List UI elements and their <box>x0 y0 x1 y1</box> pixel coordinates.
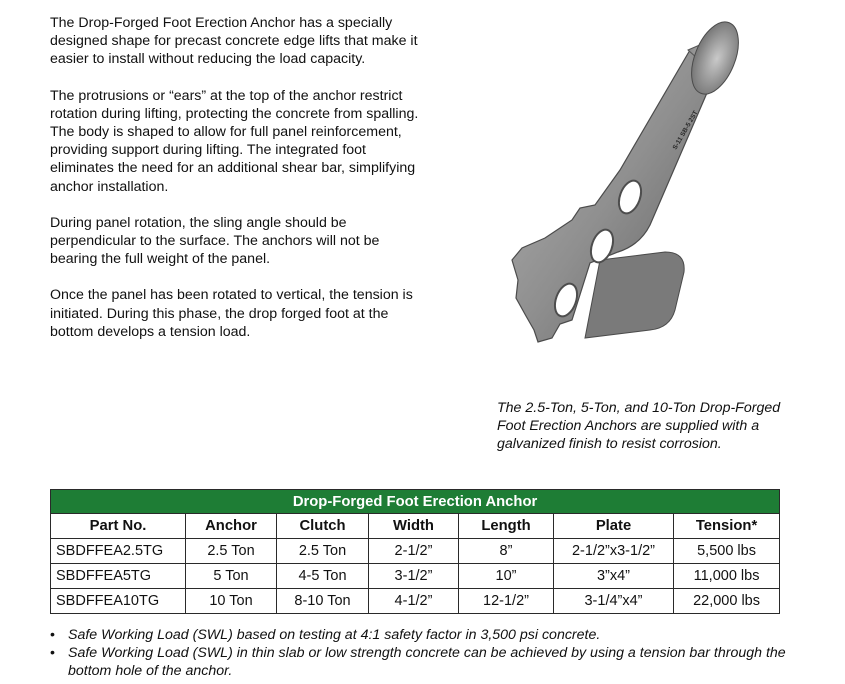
cell-length: 10” <box>459 564 554 589</box>
cell-tension: 22,000 lbs <box>674 589 780 614</box>
table-title: Drop-Forged Foot Erection Anchor <box>51 490 780 514</box>
intro-paragraph-2: The protrusions or “ears” at the top of the anchor restrict rotation during lifting, protecting the concrete from spalling. The body is shaped to allow for full panel reinforcement, providing support during lifting. The integrated foot eliminates the need for an additional shear bar, simplifying anchor installation. <box>50 87 419 195</box>
cell-length: 8” <box>459 539 554 564</box>
cell-clutch: 2.5 Ton <box>277 539 369 564</box>
cell-part-no: SBDFFEA5TG <box>51 564 186 589</box>
cell-plate: 3-1/4”x4” <box>554 589 674 614</box>
spec-table <box>50 489 780 614</box>
cell-clutch: 4-5 Ton <box>277 564 369 589</box>
cell-width: 3-1/2” <box>369 564 459 589</box>
figure-caption: The 2.5-Ton, 5-Ton, and 10-Ton Drop-Forged Foot Erection Anchors are supplied with a galvanized finish to resist corrosion. <box>497 400 781 453</box>
cell-tension: 11,000 lbs <box>674 564 780 589</box>
cell-plate: 3”x4” <box>554 564 674 589</box>
table-row <box>51 564 780 589</box>
table-title-row <box>51 490 780 514</box>
intro-paragraph-3: During panel rotation, the sling angle should be perpendicular to the surface. The anchors will not be bearing the full weight of the panel. <box>50 214 380 268</box>
cell-part-no: SBDFFEA10TG <box>51 589 186 614</box>
table-row <box>51 589 780 614</box>
col-header-anchor: Anchor <box>186 514 277 539</box>
col-header-width: Width <box>369 514 459 539</box>
intro-paragraph-1: The Drop-Forged Foot Erection Anchor has a specially designed shape for precast concrete edge lifts that make it easier to install without reducing the load capacity. <box>50 15 418 68</box>
intro-paragraph-4: Once the panel has been rotated to vertical, the tension is initiated. During this phase, the drop forged foot at the bottom develops a tension load. <box>50 287 413 340</box>
anchor-engraving: S-11 SB-5 2ST <box>671 109 700 151</box>
col-header-part-no: Part No. <box>51 514 186 539</box>
cell-anchor: 5 Ton <box>186 564 277 589</box>
col-header-tension: Tension* <box>674 514 780 539</box>
cell-part-no: SBDFFEA2.5TG <box>51 539 186 564</box>
table-row <box>51 539 780 564</box>
footnotes <box>50 626 790 681</box>
footnote-item: • Safe Working Load (SWL) based on testing at 4:1 safety factor in 3,500 psi concrete. <box>50 626 790 644</box>
col-header-length: Length <box>459 514 554 539</box>
table-header-row <box>51 514 780 539</box>
cell-plate: 2-1/2”x3-1/2” <box>554 539 674 564</box>
cell-tension: 5,500 lbs <box>674 539 780 564</box>
cell-anchor: 10 Ton <box>186 589 277 614</box>
anchor-image <box>490 20 845 370</box>
cell-width: 2-1/2” <box>369 539 459 564</box>
cell-width: 4-1/2” <box>369 589 459 614</box>
intro-text <box>50 14 420 359</box>
col-header-plate: Plate <box>554 514 674 539</box>
footnote-item: • Safe Working Load (SWL) in thin slab or low strength concrete can be achieved by using a tension bar through the bottom hole of the anchor. <box>50 644 790 680</box>
col-header-clutch: Clutch <box>277 514 369 539</box>
cell-length: 12-1/2” <box>459 589 554 614</box>
cell-anchor: 2.5 Ton <box>186 539 277 564</box>
cell-clutch: 8-10 Ton <box>277 589 369 614</box>
